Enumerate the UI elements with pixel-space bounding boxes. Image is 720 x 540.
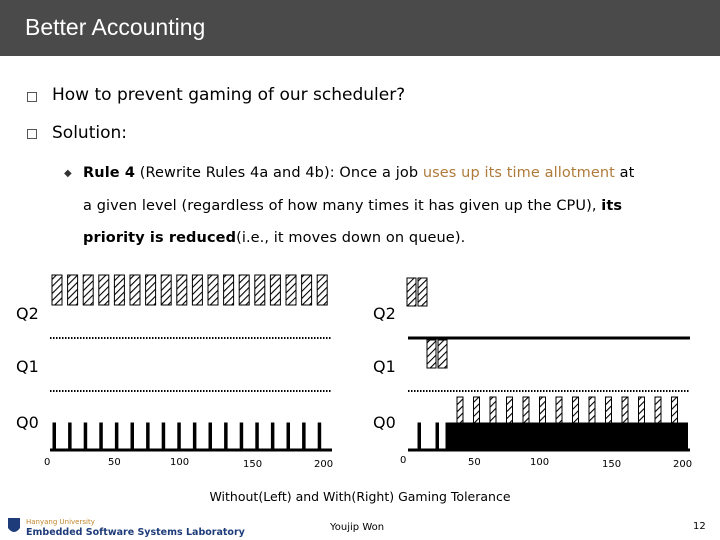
rule-text-part1: (Rewrite Rules 4a and 4b): Once a job: [135, 165, 423, 181]
hatched-block: [490, 397, 496, 426]
short-job-bar: [240, 423, 243, 450]
short-job-bar: [318, 423, 321, 450]
left-q2-hatched-blocks: [52, 275, 327, 305]
right-q2-label: Q2: [373, 304, 396, 323]
long-job-block: [572, 423, 589, 450]
title-bar: [0, 0, 720, 56]
left-tick-150: 150: [243, 459, 263, 470]
right-tick-100: 100: [530, 457, 550, 468]
rule-line-3: [83, 230, 465, 246]
long-job-block: [489, 423, 506, 450]
long-job-block: [654, 423, 671, 450]
left-tick-200: 200: [314, 459, 334, 470]
hatched-block: [286, 275, 296, 305]
hatched-block: [427, 340, 436, 368]
rule-line-2: [83, 198, 622, 214]
left-tick-0: 0: [44, 457, 51, 468]
short-job-bar: [162, 423, 165, 450]
short-job-bar: [225, 423, 228, 450]
hatched-block: [255, 275, 265, 305]
hatched-block: [573, 397, 579, 426]
long-job-block: [506, 423, 523, 450]
right-q2-hatched-blocks: [407, 278, 427, 306]
long-job-block: [638, 423, 655, 450]
hatched-block: [270, 275, 280, 305]
left-q1-label: Q1: [16, 357, 39, 376]
long-job-block: [605, 423, 622, 450]
short-job-bar: [303, 423, 306, 450]
author-name: Youjip Won: [330, 522, 385, 533]
right-q1-label: Q1: [373, 357, 396, 376]
hatched-block: [672, 397, 678, 426]
logo-line2: Embedded Software Systems Laboratory: [26, 527, 245, 538]
hatched-block: [192, 275, 202, 305]
hatched-block: [639, 397, 645, 426]
short-job-bar: [418, 423, 421, 450]
hatched-block: [622, 397, 628, 426]
hatched-block: [99, 275, 109, 305]
long-job-block: [456, 423, 473, 450]
rule-line3-text: (i.e., it moves down on queue).: [236, 230, 466, 246]
hatched-block: [317, 275, 327, 305]
short-job-bar: [178, 423, 181, 450]
page-number: 12: [693, 521, 706, 532]
hatched-block: [407, 278, 416, 306]
right-tick-200: 200: [673, 459, 693, 470]
hatched-block: [161, 275, 171, 305]
right-q1-hatched-blocks: [427, 340, 447, 368]
hatched-block: [457, 397, 463, 426]
short-job-bar: [193, 423, 196, 450]
diagram-caption: Without(Left) and With(Right) Gaming Tolerance: [209, 489, 511, 504]
hatched-block: [302, 275, 312, 305]
slide-title: Better Accounting: [25, 14, 206, 40]
short-job-bar: [436, 423, 439, 450]
hatched-block: [540, 397, 546, 426]
short-job-bar: [209, 423, 212, 450]
long-job-block: [588, 423, 605, 450]
bullet-square-icon: [27, 129, 37, 139]
bullet-square-icon: [27, 92, 37, 102]
rule-line2-text: a given level (regardless of how many times it has given up the CPU),: [83, 198, 602, 214]
rule-text-part2: at: [614, 165, 635, 181]
left-q2-label: Q2: [16, 304, 39, 323]
logo-line1: Hanyang University: [26, 518, 95, 526]
hatched-block: [114, 275, 124, 305]
hatched-block: [146, 275, 156, 305]
right-tick-150: 150: [602, 459, 622, 470]
right-tick-0: 0: [400, 455, 407, 466]
university-logo: [4, 515, 245, 539]
short-job-bar: [256, 423, 258, 450]
shield-icon: [8, 518, 20, 532]
right-q0-blocks: [418, 397, 688, 450]
hatched-block: [83, 275, 93, 305]
bullet-1-text: How to prevent gaming of our scheduler?: [52, 85, 406, 105]
long-job-block: [621, 423, 638, 450]
hatched-block: [556, 397, 562, 426]
hatched-block: [507, 397, 513, 426]
scheduling-diagram: [0, 260, 720, 475]
right-q0-label: Q0: [373, 413, 396, 432]
hatched-block: [438, 340, 447, 368]
rule-line3-bold: priority is reduced: [83, 230, 237, 246]
left-q0-short-jobs: [53, 423, 321, 450]
hatched-block: [523, 397, 529, 426]
long-job-block: [522, 423, 539, 450]
hatched-block: [655, 397, 661, 426]
rule-highlight: uses up its time allotment: [422, 165, 615, 181]
rule-label: Rule 4: [83, 165, 136, 181]
short-job-bar: [69, 423, 72, 450]
long-job-block: [555, 423, 572, 450]
left-tick-50: 50: [108, 457, 121, 468]
short-job-bar: [100, 423, 103, 450]
rule-line2-bold: its: [601, 198, 623, 214]
hatched-block: [208, 275, 218, 305]
long-job-block: [671, 423, 688, 450]
long-job-block: [446, 423, 456, 450]
long-job-block: [539, 423, 556, 450]
hatched-block: [177, 275, 187, 305]
hatched-block: [224, 275, 234, 305]
left-q0-label: Q0: [16, 413, 39, 432]
right-tick-50: 50: [468, 457, 481, 468]
short-job-bar: [147, 423, 150, 450]
hatched-block: [474, 397, 480, 426]
hatched-block: [239, 275, 249, 305]
hatched-block: [418, 278, 427, 306]
short-job-bar: [271, 423, 274, 450]
short-job-bar: [287, 423, 290, 450]
hatched-block: [68, 275, 78, 305]
rule-line-1: [83, 165, 634, 181]
short-job-bar: [84, 423, 87, 450]
hatched-block: [52, 275, 62, 305]
left-tick-100: 100: [170, 457, 190, 468]
hatched-block: [589, 397, 595, 426]
short-job-bar: [131, 423, 134, 450]
short-job-bar: [115, 423, 118, 450]
long-job-block: [473, 423, 490, 450]
bullet-2-text: Solution:: [52, 123, 127, 143]
hatched-block: [606, 397, 612, 426]
diamond-bullet-icon: ◆: [64, 168, 72, 179]
short-job-bar: [53, 423, 56, 450]
hatched-block: [130, 275, 140, 305]
